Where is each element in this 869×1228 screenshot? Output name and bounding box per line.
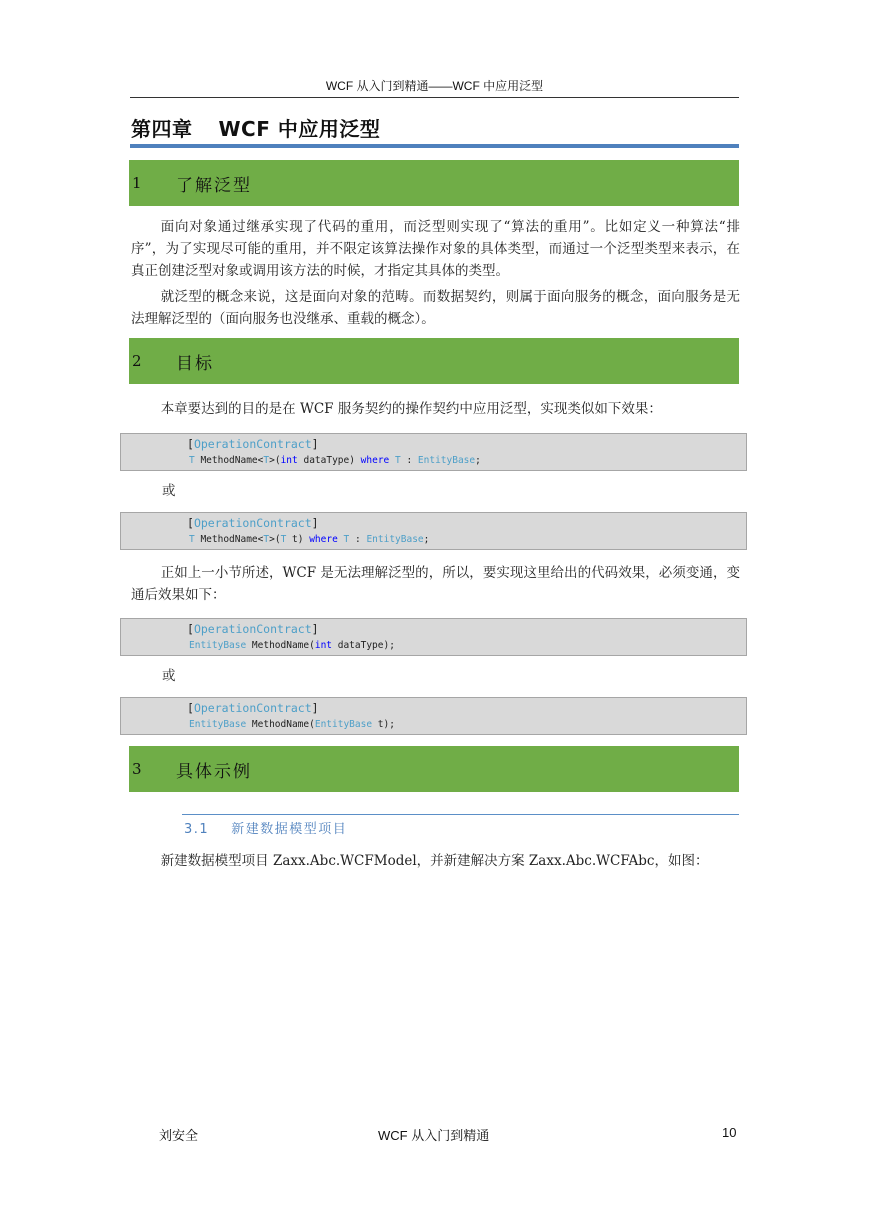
chapter-rule — [130, 144, 739, 148]
code-signature-line: T MethodName<T>(T t) where T : EntityBase; — [189, 534, 430, 545]
footer-book-title: WCF 从入门到精通 — [378, 1128, 490, 1143]
section-number: 3 — [132, 760, 142, 778]
code-block-3 — [120, 618, 747, 656]
code-signature-line: EntityBase MethodName(int dataType); — [189, 640, 395, 651]
subsection-title: 新建数据模型项目 — [231, 822, 348, 837]
code-signature-line: EntityBase MethodName(EntityBase t); — [189, 719, 395, 730]
section-number: 2 — [132, 352, 142, 370]
page-header: WCF 从入门到精通——WCF 中应用泛型 — [325, 79, 544, 93]
chapter-number: 第四章 — [131, 117, 193, 141]
footer-page-number: 10 — [722, 1125, 737, 1140]
paragraph: 面向对象通过继承实现了代码的重用，而泛型则实现了“算法的重用”。比如定义一种算法“排序”，为了实现尽可能的重用，并不限定该算法操作对象的具体类型，而通过一个泛型类型来表示，在真正创建泛型对象或调用该方法的时候，才指定其具体的类型。 — [131, 219, 740, 279]
code-attribute-line: [OperationContract] — [187, 437, 319, 451]
subsection-number: 3.1 — [184, 822, 210, 837]
code-block-4 — [120, 697, 747, 735]
section-number: 1 — [132, 174, 142, 192]
code-attribute-line: [OperationContract] — [187, 622, 319, 636]
code-signature-line: T MethodName<T>(int dataType) where T : EntityBase; — [189, 455, 481, 466]
section-heading-2 — [129, 338, 739, 384]
paragraph: 正如上一小节所述，WCF 是无法理解泛型的，所以，要实现这里给出的代码效果，必须变通，变通后效果如下： — [131, 565, 740, 603]
paragraph: 本章要达到的目的是在 WCF 服务契约的操作契约中应用泛型，实现类似如下效果： — [160, 401, 662, 417]
paragraph: 就泛型的概念来说，这是面向对象的范畴。而数据契约，则属于面向服务的概念，面向服务是无法理解泛型的（面向服务也没继承、重载的概念）。 — [131, 289, 740, 327]
section-title: 了解泛型 — [176, 175, 252, 196]
subsection-rule — [182, 814, 739, 815]
or-text: 或 — [162, 668, 176, 684]
paragraph: 新建数据模型项目 Zaxx.Abc.WCFModel，并新建解决方案 Zaxx.Abc.WCFAbc，如图： — [160, 853, 709, 869]
chapter-name: WCF 中应用泛型 — [218, 117, 381, 141]
code-block-1 — [120, 433, 747, 471]
code-block-2 — [120, 512, 747, 550]
footer-author: 刘安全 — [159, 1128, 199, 1143]
section-title: 目标 — [176, 353, 214, 374]
or-text: 或 — [162, 483, 176, 499]
section-heading-1 — [129, 160, 739, 206]
subsection-heading — [184, 818, 347, 837]
section-title: 具体示例 — [176, 761, 252, 782]
header-rule — [130, 97, 739, 98]
code-attribute-line: [OperationContract] — [187, 701, 319, 715]
section-heading-3 — [129, 746, 739, 792]
chapter-title — [131, 113, 380, 142]
code-attribute-line: [OperationContract] — [187, 516, 319, 530]
